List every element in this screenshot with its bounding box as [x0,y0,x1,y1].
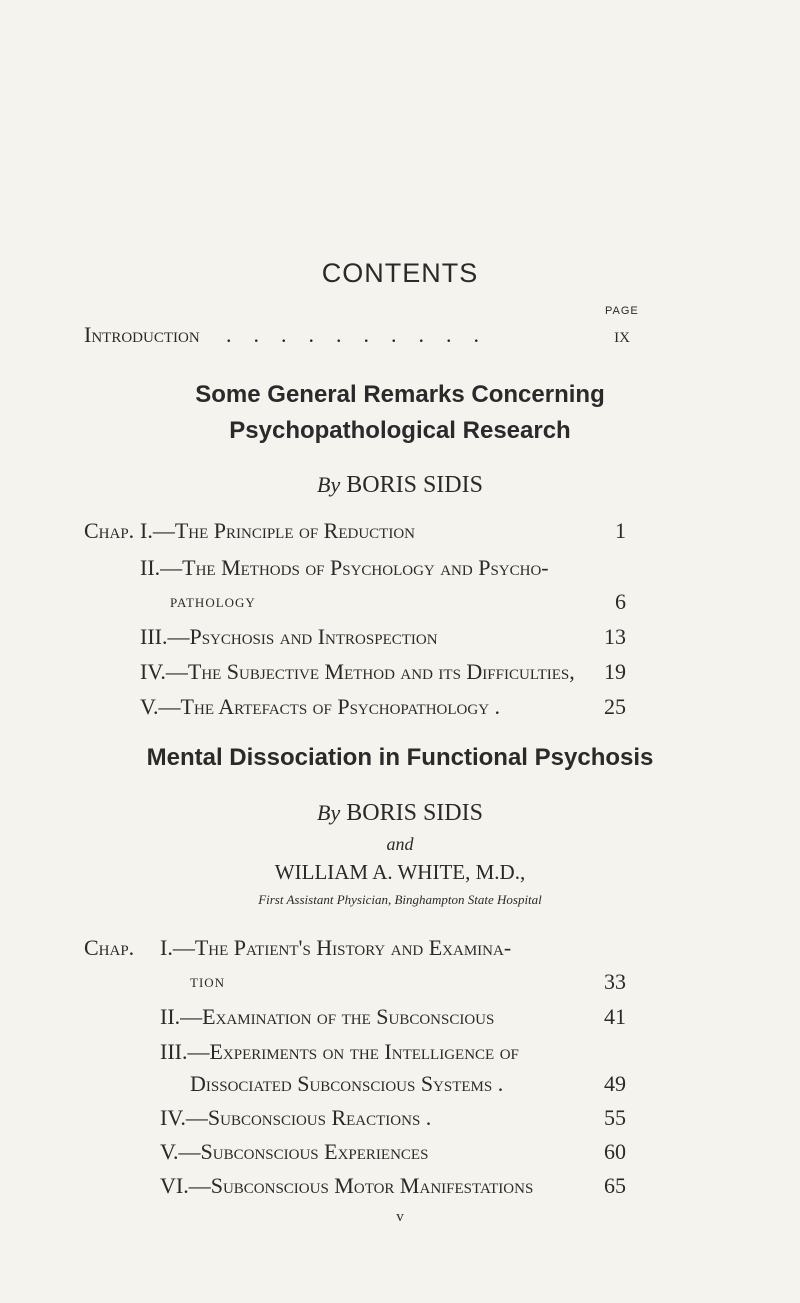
section-byline-1 [0,472,800,499]
entry-page: 55 [604,1105,626,1130]
author-name-2: WILLIAM A. WHITE, M.D., [274,860,526,884]
page-heading: CONTENTS [321,258,479,288]
entry-title: V.—Subconscious Experiences [160,1139,429,1164]
by-word: By [317,800,341,825]
section-title-2: Mental Dissociation in Functional Psychosis [146,744,654,771]
page-folio: v [396,1209,404,1225]
entry-title: III.—Psychosis and Introspection [140,624,438,649]
entry-title-cont: pathology [170,591,256,611]
entry-title: I.—The Patient's History and Examina- [160,935,512,960]
entry-page: 6 [615,589,626,614]
chap-label-1: Chap. [84,518,135,543]
entry-title-cont: tion [190,971,226,991]
author-name: BORIS SIDIS [346,800,483,826]
author-name: BORIS SIDIS [346,472,483,498]
entry-page: 49 [604,1071,626,1096]
entry-title: II.—The Methods of Psychology and Psycho- [140,555,549,580]
toc-entry-introduction [84,322,630,348]
entry-page: 19 [604,659,626,684]
entry-title: I.—The Principle of Reduction [140,518,415,543]
and-word: and [386,834,414,854]
entry-page: 33 [604,969,626,994]
section-title-1a: Some General Remarks Concerning [195,381,605,408]
entry-title: IV.—Subconscious Reactions . [160,1105,432,1130]
author-affiliation: First Assistant Physician, Binghampton State Hospital [258,892,542,907]
entry-page: 65 [604,1173,626,1198]
entry-title-cont: Dissociated Subconscious Systems . [190,1071,504,1096]
entry-title: Introduction [84,322,200,347]
entry-title: II.—Examination of the Subconscious [160,1004,495,1029]
entry-title: IV.—The Subjective Method and its Difficulties, [140,659,575,684]
entry-page: 1 [615,518,626,543]
entry-title: VI.—Subconscious Motor Manifestations [160,1173,534,1198]
by-word: By [317,472,341,497]
page-column-label: PAGE [605,305,639,317]
entry-page: 60 [604,1139,626,1164]
entry-page: 25 [604,694,626,719]
entry-title: V.—The Artefacts of Psychopathology . [140,694,501,719]
chap-label-2: Chap. [84,935,135,960]
entry-page: 41 [604,1004,626,1029]
section-byline-2 [0,800,800,827]
leader-dots: .......... [226,322,501,347]
section-title-1b: Psychopathological Research [229,417,571,444]
entry-title: III.—Experiments on the Intelligence of [160,1039,519,1064]
entry-page: 13 [604,624,626,649]
entry-page: ix [614,322,630,347]
